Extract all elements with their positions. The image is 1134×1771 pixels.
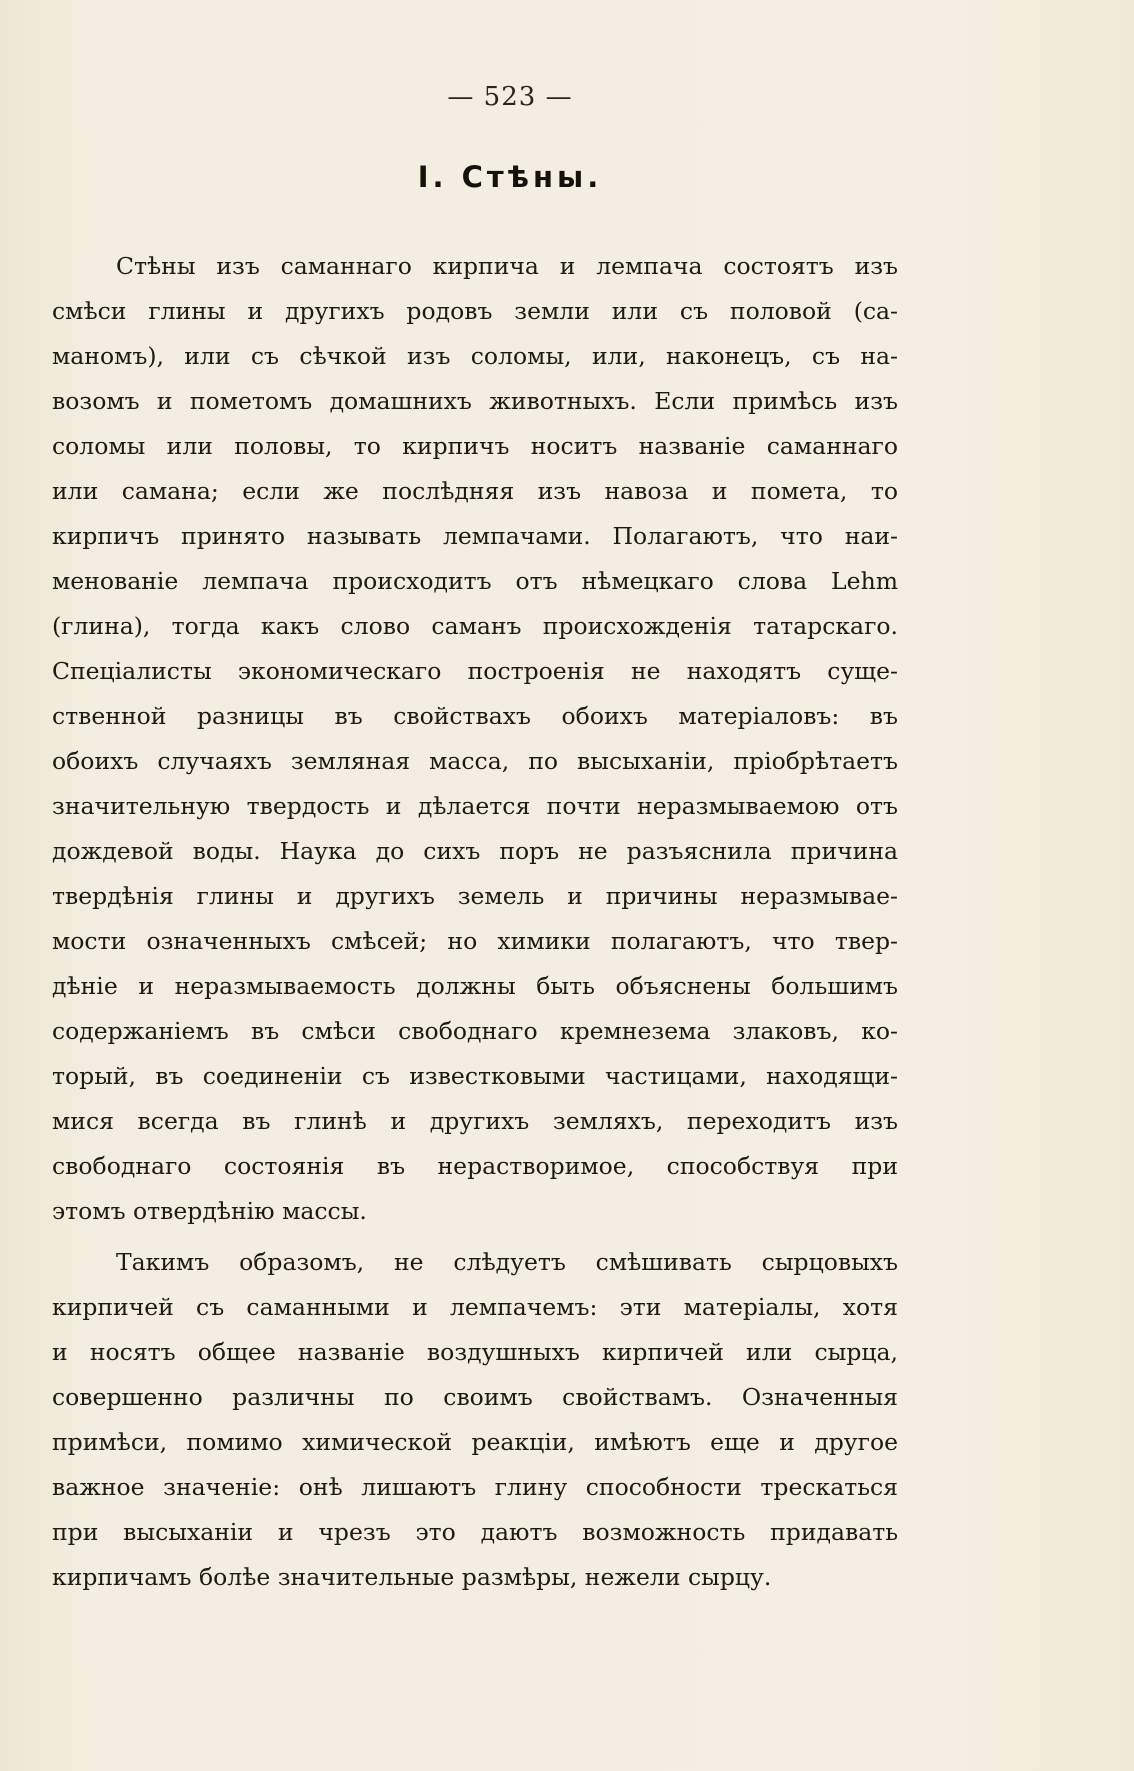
text-line: мости означенныхъ смѣсей; но химики полагаютъ, что твер-	[52, 927, 898, 955]
text-line: и носятъ общее названіе воздушныхъ кирпичей или сырца,	[52, 1338, 898, 1366]
text-line: при высыханіи и чрезъ это даютъ возможность придавать	[52, 1518, 898, 1546]
page-number: — 523 —	[447, 82, 573, 112]
text-line: кирпичамъ болѣе значительные размѣры, нежели сырцу.	[52, 1563, 772, 1591]
text-line: маномъ), или съ сѣчкой изъ соломы, или, наконецъ, съ на-	[52, 342, 898, 370]
text-line: свободнаго состоянія въ нерастворимое, способствуя при	[52, 1152, 898, 1180]
paragraph-1	[52, 244, 898, 1234]
text-line: или самана; если же послѣдняя изъ навоза и помета, то	[52, 477, 898, 505]
text-line: дождевой воды. Наука до сихъ поръ не разъяснила причина	[52, 837, 898, 865]
text-line: мися всегда въ глинѣ и другихъ земляхъ, переходитъ изъ	[52, 1107, 898, 1135]
text-line: Такимъ образомъ, не слѣдуетъ смѣшивать сырцовыхъ	[116, 1248, 898, 1276]
text-line: возомъ и пометомъ домашнихъ животныхъ. Если примѣсь изъ	[52, 387, 898, 415]
text-line: торый, въ соединеніи съ известковыми частицами, находящи-	[52, 1062, 898, 1090]
text-line: значительную твердость и дѣлается почти неразмываемою отъ	[52, 792, 898, 820]
text-line: смѣси глины и другихъ родовъ земли или съ половой (са-	[52, 297, 898, 325]
section-heading: I. Стѣны.	[417, 160, 603, 194]
text-line: этомъ отвердѣнію массы.	[52, 1197, 367, 1225]
text-line: обоихъ случаяхъ земляная масса, по высыханіи, пріобрѣтаетъ	[52, 747, 898, 775]
text-line: менованіе лемпача происходитъ отъ нѣмецкаго слова Lehm	[52, 567, 898, 595]
text-line: Стѣны изъ саманнаго кирпича и лемпача состоятъ изъ	[116, 252, 898, 280]
text-line: Спеціалисты экономическаго построенія не находятъ суще-	[52, 657, 898, 685]
text-line: содержаніемъ въ смѣси свободнаго кремнезема злаковъ, ко-	[52, 1017, 898, 1045]
text-line: твердѣнія глины и другихъ земель и причины неразмывае-	[52, 882, 898, 910]
text-line: (глина), тогда какъ слово саманъ происхожденія татарскаго.	[52, 612, 898, 640]
text-line: кирпичей съ саманными и лемпачемъ: эти матеріалы, хотя	[52, 1293, 898, 1321]
text-line: ственной разницы въ свойствахъ обоихъ матеріаловъ: въ	[52, 702, 898, 730]
text-line: дѣніе и неразмываемость должны быть объяснены большимъ	[52, 972, 898, 1000]
text-line: примѣси, помимо химической реакціи, имѣютъ еще и другое	[52, 1428, 898, 1456]
text-line: соломы или половы, то кирпичъ носитъ названіе саманнаго	[52, 432, 898, 460]
text-line: кирпичъ принято называть лемпачами. Полагаютъ, что наи-	[52, 522, 898, 550]
text-line: важное значеніе: онѣ лишаютъ глину способности трескаться	[52, 1473, 898, 1501]
paragraph-2	[52, 1240, 898, 1600]
text-line: совершенно различны по своимъ свойствамъ. Означенныя	[52, 1383, 898, 1411]
